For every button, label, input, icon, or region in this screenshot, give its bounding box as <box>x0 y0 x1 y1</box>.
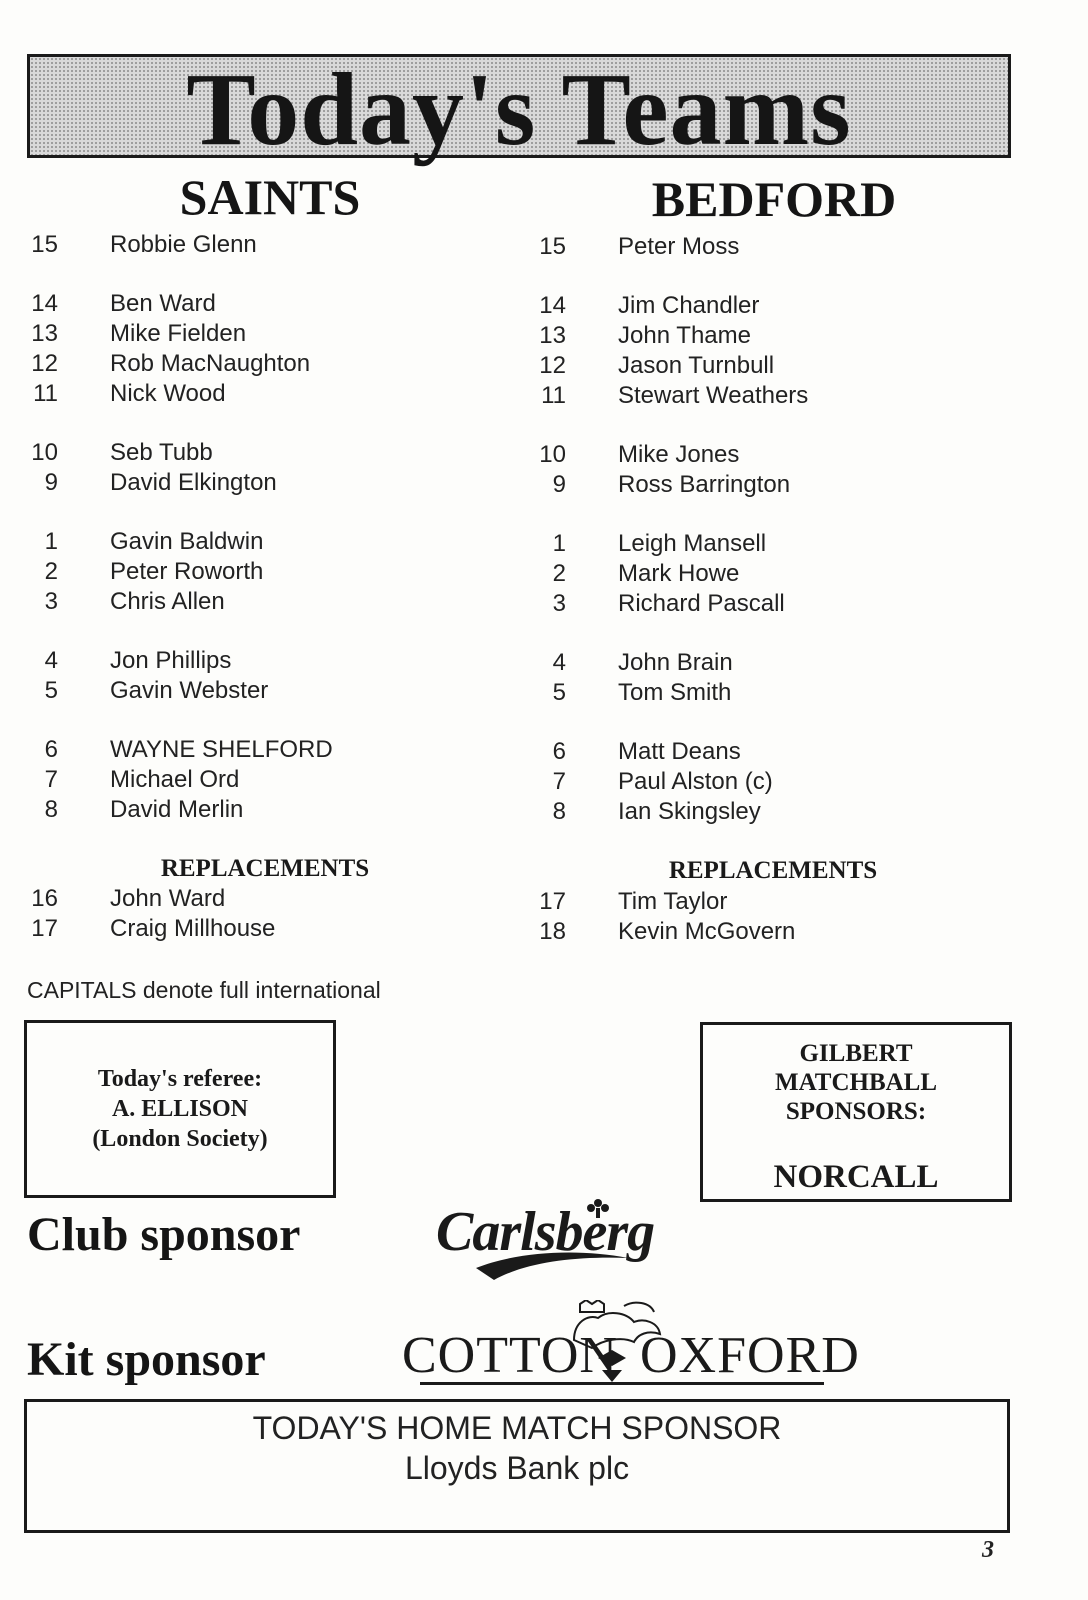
player-name: Ben Ward <box>110 290 216 317</box>
player-row <box>12 646 432 676</box>
matchball-sponsor-box <box>700 1022 1012 1202</box>
shirt-number: 15 <box>31 231 58 258</box>
player-row <box>520 559 940 589</box>
player-name: Rob MacNaughton <box>110 350 311 377</box>
home-match-sponsor-box <box>24 1399 1010 1533</box>
shirt-number: 4 <box>552 649 566 676</box>
player-name: Peter Roworth <box>110 558 264 585</box>
player-row <box>12 587 432 617</box>
shirt-number: 15 <box>539 233 566 260</box>
player-name: Mark Howe <box>618 560 740 587</box>
matchball-line3: SPONSORS: <box>785 1098 927 1125</box>
player-name: Tom Smith <box>618 679 732 706</box>
shirt-number: 3 <box>552 590 566 617</box>
cotton-logo-text: COTTON <box>402 1327 618 1384</box>
player-row <box>520 470 940 500</box>
player-name: Nick Wood <box>110 380 226 407</box>
player-name: WAYNE SHELFORD <box>110 736 333 763</box>
shirt-number: 12 <box>539 352 566 379</box>
player-row <box>520 529 940 559</box>
oxford-logo-text: OXFORD <box>640 1327 860 1384</box>
player-row <box>520 797 940 827</box>
shirt-number: 14 <box>539 292 566 319</box>
player-name: Tim Taylor <box>618 888 728 915</box>
player-name: Richard Pascall <box>618 590 785 617</box>
player-name: Seb Tubb <box>110 439 213 466</box>
player-name: John Ward <box>110 885 226 912</box>
shirt-number: 10 <box>539 441 566 468</box>
replacement-row <box>520 917 940 947</box>
player-row <box>12 289 432 319</box>
shirt-number: 16 <box>31 885 58 912</box>
player-row <box>520 232 940 262</box>
player-name: Mike Fielden <box>110 320 247 347</box>
shirt-number: 9 <box>552 471 566 498</box>
player-row <box>520 767 940 797</box>
shirt-number: 2 <box>44 558 58 585</box>
carlsberg-logo <box>436 1196 655 1286</box>
referee-name: A. ELLISON <box>111 1096 249 1122</box>
shirt-number: 5 <box>44 677 58 704</box>
replacements-heading-saints: REPLACEMENTS <box>160 855 370 882</box>
shirt-number: 17 <box>31 915 58 942</box>
player-name: Paul Alston (c) <box>618 768 773 795</box>
shirt-number: 7 <box>44 766 58 793</box>
shirt-number: 13 <box>539 322 566 349</box>
player-name: John Brain <box>618 649 733 676</box>
player-row <box>520 351 940 381</box>
player-row <box>520 321 940 351</box>
player-name: Chris Allen <box>110 588 225 615</box>
shirt-number: 14 <box>31 290 58 317</box>
player-name: Jason Turnbull <box>618 352 775 379</box>
shirt-number: 11 <box>33 380 58 407</box>
shirt-number: 3 <box>44 588 58 615</box>
player-row <box>12 765 432 795</box>
matchball-line2: MATCHBALL <box>774 1069 938 1096</box>
shirt-number: 10 <box>31 439 58 466</box>
player-row <box>520 381 940 411</box>
team-name-saints: SAINTS <box>179 169 361 225</box>
shirt-number: 8 <box>552 798 566 825</box>
player-row <box>12 468 432 498</box>
shirt-number: 18 <box>539 918 566 945</box>
shirt-number: 4 <box>44 647 58 674</box>
home-sponsor-heading: TODAY'S HOME MATCH SPONSOR <box>252 1410 782 1446</box>
player-name: Jon Phillips <box>110 647 232 674</box>
player-row <box>12 319 432 349</box>
player-name: Jim Chandler <box>618 292 760 319</box>
home-sponsor-name: Lloyds Bank plc <box>404 1450 630 1486</box>
player-name: Gavin Baldwin <box>110 528 264 555</box>
referee-box <box>24 1020 336 1198</box>
player-name: Kevin McGovern <box>618 918 796 945</box>
capitals-note: CAPITALS denote full international <box>27 977 381 1003</box>
replacement-row <box>12 914 432 944</box>
shirt-number: 7 <box>552 768 566 795</box>
referee-label: Today's referee: <box>97 1066 263 1092</box>
player-row <box>12 230 432 260</box>
player-row <box>12 557 432 587</box>
kit-sponsor-label: Kit sponsor <box>27 1333 266 1386</box>
player-row <box>12 379 432 409</box>
carlsberg-logo-text: Carlsberg <box>436 1201 655 1263</box>
player-row <box>520 678 940 708</box>
shirt-number: 13 <box>31 320 58 347</box>
shirt-number: 6 <box>552 738 566 765</box>
cotton-oxford-logo <box>402 1300 860 1392</box>
player-name: David Elkington <box>110 469 277 496</box>
player-name: Ian Skingsley <box>618 798 761 825</box>
page-title: Today's Teams <box>186 52 852 167</box>
player-name: Mike Jones <box>618 441 740 468</box>
player-row <box>520 648 940 678</box>
referee-society: (London Society) <box>92 1126 268 1152</box>
title-banner <box>27 52 1011 167</box>
player-name: Matt Deans <box>618 738 741 765</box>
player-name: Peter Moss <box>618 233 740 260</box>
shirt-number: 8 <box>44 796 58 823</box>
club-sponsor-label: Club sponsor <box>27 1208 301 1261</box>
page-number: 3 <box>982 1537 994 1563</box>
player-name: Leigh Mansell <box>618 530 767 557</box>
matchball-sponsor-name: NORCALL <box>773 1159 939 1195</box>
player-row <box>520 737 940 767</box>
player-name: Craig Millhouse <box>110 915 276 942</box>
player-name: Stewart Weathers <box>618 382 809 409</box>
player-row <box>520 440 940 470</box>
shirt-number: 12 <box>31 350 58 377</box>
shirt-number: 9 <box>44 469 58 496</box>
shirt-number: 5 <box>552 679 566 706</box>
replacements-heading-bedford: REPLACEMENTS <box>668 857 878 884</box>
player-row <box>12 349 432 379</box>
shirt-number: 17 <box>539 888 566 915</box>
player-row <box>520 291 940 321</box>
player-row <box>12 676 432 706</box>
shirt-number: 2 <box>552 560 566 587</box>
player-row <box>12 527 432 557</box>
player-row <box>12 438 432 468</box>
player-name: John Thame <box>618 322 751 349</box>
player-row <box>12 795 432 825</box>
shirt-number: 1 <box>552 530 566 557</box>
shirt-number: 6 <box>44 736 58 763</box>
player-name: Michael Ord <box>110 766 240 793</box>
matchball-line1: GILBERT <box>799 1040 913 1067</box>
replacement-row <box>520 887 940 917</box>
shirt-number: 1 <box>44 528 58 555</box>
player-name: David Merlin <box>110 796 244 823</box>
player-name: Gavin Webster <box>110 677 269 704</box>
player-row <box>12 735 432 765</box>
player-name: Ross Barrington <box>618 471 791 498</box>
team-name-bedford: BEDFORD <box>651 171 897 227</box>
player-name: Robbie Glenn <box>110 231 257 258</box>
replacement-row <box>12 884 432 914</box>
shirt-number: 11 <box>541 382 566 409</box>
player-row <box>520 589 940 619</box>
